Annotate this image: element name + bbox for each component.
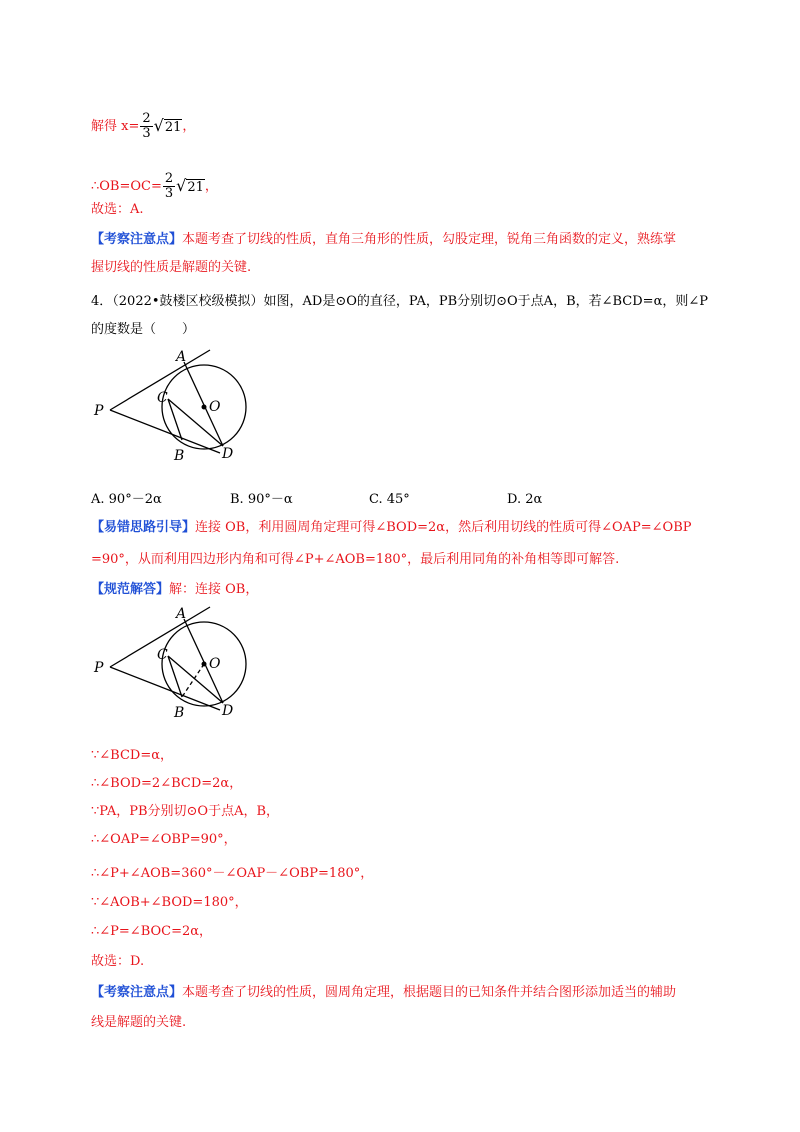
dashed-ob — [182, 664, 204, 697]
label-c: C — [157, 647, 168, 663]
label-p: P — [94, 660, 104, 676]
center-dot — [202, 662, 207, 667]
label-b: B — [174, 448, 185, 464]
solution-step-7: ∴∠P=∠BOC=2α， — [91, 924, 213, 939]
sqrt-21-2: √21 — [176, 175, 204, 195]
solution-step-4: ∴∠OAP=∠OBP=90°， — [91, 832, 237, 847]
option-a: A. 90°－2α — [91, 492, 162, 507]
label-d: D — [222, 703, 234, 719]
solution-step-5: ∴∠P+∠AOB=360°－∠OAP－∠OBP=180°， — [91, 866, 374, 881]
solution-choice: 故选：D. — [91, 954, 145, 969]
ob-oc-line: ∴OB=OC= $\frac{2}{3}$ √21， — [91, 171, 218, 201]
fraction-two-thirds-2: $\frac{2}{3}$ — [164, 171, 174, 201]
solution-intro: 【规范解答】解：连接 OB， — [91, 582, 259, 597]
question-figure — [90, 345, 260, 465]
option-d: D. 2α — [507, 492, 543, 507]
center-dot — [202, 405, 207, 410]
solution-step-6: ∵∠AOB+∠BOD=180°， — [91, 895, 248, 910]
option-c: C. 45° — [369, 492, 410, 507]
option-b: B. 90°－α — [230, 492, 293, 507]
label-a: A — [176, 349, 187, 365]
question-stem-line-2: 的度数是（ ） — [91, 322, 196, 337]
tangent-pb — [110, 667, 220, 710]
hint-line-2: =90°，从而利用四边形内角和可得∠P+∠AOB=180°，最后利用同角的补角相等即可解答. — [91, 552, 620, 567]
solution-step-3: ∵PA，PB分别切⊙O于点A，B， — [91, 804, 280, 819]
hint-line-1: 【易错思路引导】连接 OB，利用圆周角定理可得∠BOD=2α，然后利用切线的性质可得∠OAP=∠OBP — [91, 520, 692, 535]
solve-x-line: 解得 x= $\frac{2}{3}$ √21， — [91, 111, 196, 141]
note-line-2: 线是解题的关键. — [91, 1015, 187, 1030]
label-c: C — [157, 390, 168, 406]
prev-note-line-1: 【考察注意点】本题考查了切线的性质，直角三角形的性质，勾股定理，锐角三角函数的定义，熟练掌 — [91, 232, 677, 247]
label-o: O — [209, 656, 221, 672]
label-b: B — [174, 705, 185, 721]
label-d: D — [222, 446, 234, 462]
tangent-pb — [110, 410, 220, 453]
label-p: P — [94, 403, 104, 419]
label-o: O — [209, 399, 221, 415]
sqrt-21: √21 — [153, 115, 182, 135]
fraction-two-thirds: $\frac{2}{3}$ — [142, 111, 151, 141]
solution-figure — [90, 602, 260, 722]
solution-step-2: ∴∠BOD=2∠BCD=2α， — [91, 776, 243, 791]
note-line-1: 【考察注意点】本题考查了切线的性质，圆周角定理，根据题目的已知条件并结合图形添加适当的辅助 — [91, 985, 677, 1000]
prev-choice: 故选：A. — [91, 202, 144, 217]
prev-note-line-2: 握切线的性质是解题的关键. — [91, 260, 252, 275]
label-a: A — [176, 606, 187, 622]
solution-step-1: ∵∠BCD=α， — [91, 748, 173, 763]
question-stem-line-1: 4．（2022•鼓楼区校级模拟）如图，AD是⊙O的直径，PA，PB分别切⊙O于点A，B，若∠BCD=α，则∠P — [91, 294, 708, 309]
